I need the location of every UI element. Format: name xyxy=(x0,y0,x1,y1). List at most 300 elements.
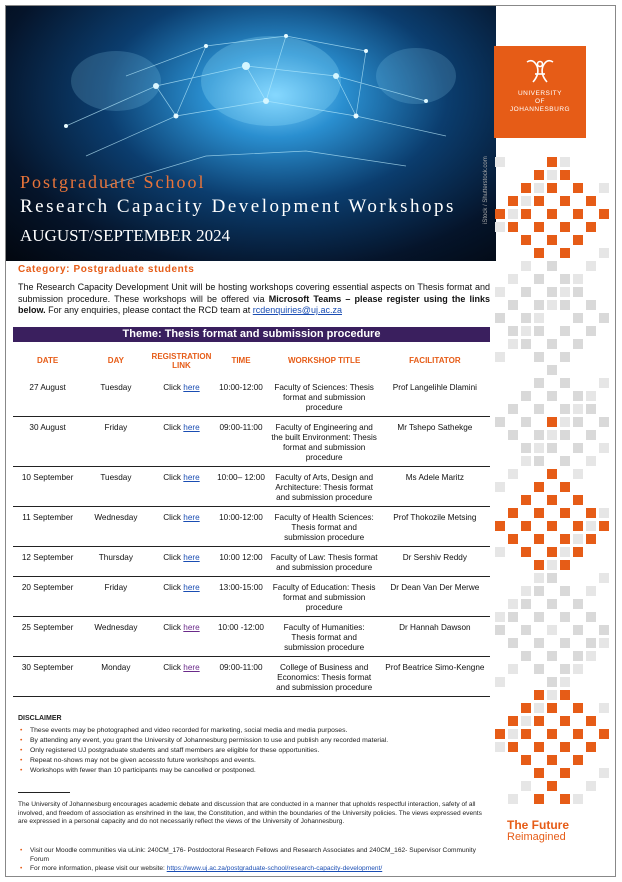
flyer-page xyxy=(5,5,616,877)
pattern-tile xyxy=(495,287,505,297)
pattern-tile xyxy=(560,300,570,310)
pattern-tile xyxy=(560,170,570,180)
click-word: Click xyxy=(163,553,182,562)
enquiries-email-link[interactable]: rcdenquiries@uj.ac.za xyxy=(252,305,342,315)
session-time: 10:00-12:00 xyxy=(213,507,268,547)
pattern-tile xyxy=(560,417,570,427)
pattern-tile xyxy=(534,586,544,596)
image-credit: iStock / Shutterstock.com xyxy=(483,156,489,224)
pattern-tile xyxy=(560,222,570,232)
pattern-tile xyxy=(560,638,570,648)
pattern-tile xyxy=(586,196,596,206)
click-word: Click xyxy=(163,383,182,392)
pattern-tile xyxy=(508,612,518,622)
session-day: Tuesday xyxy=(82,467,149,507)
pattern-tile xyxy=(521,521,531,531)
pattern-tile xyxy=(547,235,557,245)
pattern-tile xyxy=(495,417,505,427)
col-day: DAY xyxy=(107,356,124,365)
pattern-tile xyxy=(560,378,570,388)
pattern-tile xyxy=(534,690,544,700)
pattern-tile xyxy=(560,677,570,687)
col-time: TIME xyxy=(231,356,251,365)
pattern-tile xyxy=(547,495,557,505)
pattern-tile xyxy=(521,287,531,297)
pattern-tile xyxy=(547,703,557,713)
col-registration: REGISTRATION LINK xyxy=(151,351,212,370)
session-date: 10 September xyxy=(13,467,82,507)
pattern-tile xyxy=(495,157,505,167)
pattern-tile xyxy=(534,612,544,622)
pattern-tile xyxy=(521,313,531,323)
pattern-tile xyxy=(560,287,570,297)
pattern-tile xyxy=(547,599,557,609)
pattern-tile xyxy=(521,495,531,505)
registration-link[interactable]: here xyxy=(183,383,200,392)
session-registration xyxy=(150,417,214,467)
pattern-tile xyxy=(599,729,609,739)
pattern-tile xyxy=(534,794,544,804)
pattern-tile xyxy=(547,417,557,427)
pattern-tile xyxy=(495,352,505,362)
col-date: DATE xyxy=(37,356,59,365)
pattern-tile xyxy=(560,352,570,362)
pattern-tile xyxy=(508,326,518,336)
pattern-tile xyxy=(573,183,583,193)
workshop-schedule-table xyxy=(13,344,490,697)
logo-line-3: JOHANNESBURG xyxy=(509,106,571,113)
pattern-tile xyxy=(586,222,596,232)
pattern-tile xyxy=(573,469,583,479)
session-day: Tuesday xyxy=(82,377,149,417)
pattern-tile xyxy=(573,664,583,674)
category-label: Category: Postgraduate students xyxy=(18,264,195,275)
pattern-tile xyxy=(586,326,596,336)
pattern-tile xyxy=(586,586,596,596)
pattern-tile xyxy=(586,300,596,310)
registration-link[interactable]: here xyxy=(183,513,200,522)
pattern-tile xyxy=(508,508,518,518)
pattern-tile xyxy=(508,339,518,349)
pattern-tile xyxy=(560,196,570,206)
pattern-tile xyxy=(534,196,544,206)
pattern-tile xyxy=(599,638,609,648)
pattern-tile xyxy=(599,183,609,193)
pattern-tile xyxy=(599,313,609,323)
pattern-tile xyxy=(521,599,531,609)
logo-line-1: UNIVERSITY xyxy=(517,90,562,97)
pattern-tile xyxy=(521,183,531,193)
pattern-tile xyxy=(586,638,596,648)
academic-freedom-statement: The University of Johannesburg encourages academic debate and discussion that are conducted in a manner that upholds respectful interaction, safety of all involved, and freedom of association as enshrined in the law, the Constitution, and within the boundaries of the University policies. The views expressed events are expressed in a personal capacity and do not necessarily reflect the views of the University of Johannesburg. xyxy=(18,801,482,825)
registration-link[interactable]: here xyxy=(183,423,200,432)
session-date: 12 September xyxy=(13,547,82,577)
pattern-tile xyxy=(599,248,609,258)
pattern-tile xyxy=(599,768,609,778)
pattern-tile xyxy=(573,651,583,661)
pattern-tile xyxy=(508,404,518,414)
session-registration xyxy=(150,617,214,657)
pattern-tile xyxy=(508,794,518,804)
uj-logo xyxy=(494,46,586,138)
pattern-tile xyxy=(521,443,531,453)
disclaimer-item: • Repeat no-shows may not be given accessto future workshops and events. xyxy=(26,756,486,766)
session-time: 09:00-11:00 xyxy=(213,657,268,697)
pattern-tile xyxy=(560,742,570,752)
pattern-tile xyxy=(599,209,609,219)
session-date: 30 August xyxy=(13,417,82,467)
website-label: For more information, please visit our website: xyxy=(30,865,167,872)
session-registration xyxy=(150,577,214,617)
pattern-tile xyxy=(560,716,570,726)
pattern-tile xyxy=(560,768,570,778)
pattern-tile xyxy=(573,209,583,219)
pattern-tile xyxy=(573,534,583,544)
table-row xyxy=(13,577,490,617)
session-day: Monday xyxy=(82,657,149,697)
pattern-tile xyxy=(521,339,531,349)
session-title: Faculty of Sciences: Thesis format and submission procedure xyxy=(269,377,380,417)
pattern-tile xyxy=(586,430,596,440)
pattern-tile xyxy=(521,729,531,739)
intro-paragraph xyxy=(18,282,490,317)
pattern-tile xyxy=(573,443,583,453)
pattern-tile xyxy=(508,664,518,674)
session-facilitator: Dr Dean Van Der Merwe xyxy=(380,577,490,617)
pattern-tile xyxy=(599,521,609,531)
pattern-tile xyxy=(495,729,505,739)
tagline-line-1: The Future xyxy=(507,818,569,832)
disclaimer-heading: DISCLAIMER xyxy=(18,715,62,722)
session-time: 10:00 12:00 xyxy=(213,547,268,577)
pattern-tile xyxy=(495,209,505,219)
pattern-tile xyxy=(534,248,544,258)
pattern-tile xyxy=(534,742,544,752)
pattern-tile xyxy=(560,248,570,258)
session-registration xyxy=(150,657,214,697)
pattern-tile xyxy=(560,612,570,622)
session-day: Friday xyxy=(82,417,149,467)
pattern-tile xyxy=(547,547,557,557)
registration-link[interactable]: here xyxy=(183,663,200,672)
pattern-tile xyxy=(573,404,583,414)
pattern-tile xyxy=(521,781,531,791)
pattern-tile xyxy=(547,625,557,635)
pattern-tile xyxy=(560,482,570,492)
disclaimer-section xyxy=(18,714,486,776)
pattern-tile xyxy=(534,768,544,778)
session-day: Friday xyxy=(82,577,149,617)
pattern-tile xyxy=(599,378,609,388)
click-word: Click xyxy=(163,513,182,522)
website-link[interactable]: https://www.uj.ac.za/postgraduate-school/research-capacity-development/ xyxy=(166,865,383,872)
registration-link[interactable]: here xyxy=(183,553,200,562)
registration-link[interactable]: here xyxy=(183,583,200,592)
pattern-tile xyxy=(534,638,544,648)
table-row xyxy=(13,617,490,657)
col-facilitator: FACILITATOR xyxy=(409,356,461,365)
pattern-tile xyxy=(521,326,531,336)
pattern-tile xyxy=(534,274,544,284)
pattern-tile xyxy=(534,664,544,674)
pattern-tile xyxy=(534,378,544,388)
session-facilitator: Dr Sershiv Reddy xyxy=(380,547,490,577)
click-word: Click xyxy=(163,423,182,432)
session-date: 30 September xyxy=(13,657,82,697)
pattern-tile xyxy=(599,573,609,583)
pattern-tile xyxy=(534,456,544,466)
pattern-tile xyxy=(547,365,557,375)
pattern-tile xyxy=(521,755,531,765)
pattern-tile xyxy=(534,326,544,336)
pattern-tile xyxy=(586,391,596,401)
pattern-tile xyxy=(534,482,544,492)
pattern-tile xyxy=(560,404,570,414)
pattern-tile xyxy=(534,716,544,726)
session-title: Faculty of Engineering and the built Environment: Thesis format and submission procedure xyxy=(269,417,380,467)
pattern-tile xyxy=(547,391,557,401)
session-time: 13:00-15:00 xyxy=(213,577,268,617)
pattern-tile xyxy=(547,261,557,271)
pattern-tile xyxy=(547,469,557,479)
session-time: 10:00-12:00 xyxy=(213,377,268,417)
pattern-tile xyxy=(508,430,518,440)
pattern-tile xyxy=(534,183,544,193)
pattern-tile xyxy=(508,274,518,284)
intro-teams-note: Microsoft Teams – please register using the links below. xyxy=(18,293,490,315)
pattern-tile xyxy=(521,625,531,635)
pattern-tile xyxy=(521,716,531,726)
pattern-tile xyxy=(573,794,583,804)
session-facilitator: Prof Thokozile Metsing xyxy=(380,507,490,547)
pattern-tile xyxy=(586,508,596,518)
click-word: Click xyxy=(163,623,182,632)
pattern-tile xyxy=(547,443,557,453)
pattern-tile xyxy=(573,521,583,531)
pattern-tile xyxy=(508,742,518,752)
intro-text-1: The Research Capacity Development Unit will be hosting workshops covering essential aspects on Thesis format and submission procedure. These workshops will be offered via xyxy=(18,282,490,304)
pattern-tile xyxy=(547,560,557,570)
pattern-tile xyxy=(547,170,557,180)
pattern-tile xyxy=(586,261,596,271)
session-title: Faculty of Law: Thesis format and submission procedure xyxy=(269,547,380,577)
pattern-tile xyxy=(508,599,518,609)
pattern-tile xyxy=(560,157,570,167)
pattern-tile xyxy=(586,404,596,414)
pattern-tile xyxy=(573,339,583,349)
pattern-tile xyxy=(521,235,531,245)
session-date: 20 September xyxy=(13,577,82,617)
session-time: 09:00-11:00 xyxy=(213,417,268,467)
pattern-tile xyxy=(495,482,505,492)
table-row xyxy=(13,657,490,697)
pattern-tile xyxy=(534,352,544,362)
session-facilitator: Prof Langelihle Dlamini xyxy=(380,377,490,417)
pattern-tile xyxy=(547,183,557,193)
pattern-tile xyxy=(573,547,583,557)
pattern-tile xyxy=(495,313,505,323)
session-date: 11 September xyxy=(13,507,82,547)
pattern-tile xyxy=(508,716,518,726)
pattern-tile xyxy=(547,729,557,739)
pattern-tile xyxy=(495,222,505,232)
pattern-tile xyxy=(521,261,531,271)
hero-banner xyxy=(6,6,496,261)
pattern-tile xyxy=(521,209,531,219)
pattern-tile xyxy=(573,274,583,284)
pattern-tile xyxy=(508,729,518,739)
pattern-tile xyxy=(521,586,531,596)
pattern-tile xyxy=(547,209,557,219)
pattern-tile xyxy=(586,716,596,726)
logo-line-2: OF xyxy=(534,98,546,105)
pattern-tile xyxy=(560,560,570,570)
pattern-tile xyxy=(521,651,531,661)
pattern-tile xyxy=(586,651,596,661)
pattern-tile xyxy=(560,326,570,336)
pattern-tile xyxy=(573,417,583,427)
pattern-tile xyxy=(534,313,544,323)
pattern-tile xyxy=(573,755,583,765)
pattern-tile xyxy=(586,612,596,622)
tagline-line-2: Reimagined xyxy=(507,831,566,843)
pattern-tile xyxy=(547,430,557,440)
session-day: Thursday xyxy=(82,547,149,577)
decorative-pattern xyxy=(494,156,612,806)
pattern-tile xyxy=(573,313,583,323)
pattern-tile xyxy=(586,781,596,791)
session-title: Faculty of Education: Thesis format and submission procedure xyxy=(269,577,380,617)
uj-emblem-icon xyxy=(523,56,557,86)
moodle-note: • Visit our Moodle communities via uLink: 240CM_176- Postdoctoral Research Fellows and Research Associates and 240CM_162- Supervisor Community Forum xyxy=(26,846,488,864)
pattern-tile xyxy=(573,599,583,609)
pattern-tile xyxy=(495,677,505,687)
click-word: Click xyxy=(163,583,182,592)
pattern-tile xyxy=(534,300,544,310)
pattern-tile xyxy=(508,534,518,544)
pattern-tile xyxy=(508,209,518,219)
pattern-tile xyxy=(560,586,570,596)
click-word: Click xyxy=(163,663,182,672)
session-registration xyxy=(150,547,214,577)
session-day: Wednesday xyxy=(82,507,149,547)
pattern-tile xyxy=(521,547,531,557)
session-date: 27 August xyxy=(13,377,82,417)
pattern-tile xyxy=(521,417,531,427)
pattern-tile xyxy=(521,391,531,401)
pattern-tile xyxy=(560,547,570,557)
pattern-tile xyxy=(573,729,583,739)
pattern-tile xyxy=(534,443,544,453)
pattern-tile xyxy=(547,781,557,791)
pattern-tile xyxy=(573,287,583,297)
pattern-tile xyxy=(534,508,544,518)
disclaimer-item: • Only registered UJ postgraduate students and staff members are eligible for these opportunities. xyxy=(26,746,486,756)
pattern-tile xyxy=(547,573,557,583)
pattern-tile xyxy=(495,742,505,752)
table-row xyxy=(13,547,490,577)
pattern-tile xyxy=(508,638,518,648)
registration-link[interactable]: here xyxy=(183,473,200,482)
pattern-tile xyxy=(560,274,570,284)
pattern-tile xyxy=(560,508,570,518)
session-date: 25 September xyxy=(13,617,82,657)
pattern-tile xyxy=(547,690,557,700)
more-info-section xyxy=(18,846,488,873)
pattern-tile xyxy=(521,703,531,713)
pattern-tile xyxy=(547,755,557,765)
pattern-tile xyxy=(560,534,570,544)
website-note xyxy=(26,864,488,873)
pattern-tile xyxy=(586,456,596,466)
session-registration xyxy=(150,377,214,417)
pattern-tile xyxy=(547,300,557,310)
pattern-tile xyxy=(560,690,570,700)
pattern-tile xyxy=(547,287,557,297)
table-row xyxy=(13,507,490,547)
session-time: 10:00– 12:00 xyxy=(213,467,268,507)
disclaimer-item: • These events may be photographed and video recorded for marketing, social media and media purposes. xyxy=(26,726,486,736)
pattern-tile xyxy=(547,651,557,661)
pattern-tile xyxy=(599,703,609,713)
intro-text-2: For any enquiries, please contact the RCD team at xyxy=(45,305,253,315)
registration-link[interactable]: here xyxy=(183,623,200,632)
pattern-tile xyxy=(547,677,557,687)
disclaimer-item: • By attending any event, you grant the University of Johannesburg permission to use and publish any recorded material. xyxy=(26,736,486,746)
session-facilitator: Ms Adele Maritz xyxy=(380,467,490,507)
pattern-tile xyxy=(599,443,609,453)
disclaimer-item: • Workshops with fewer than 10 participants may be cancelled or postponed. xyxy=(26,766,486,776)
pattern-tile xyxy=(534,534,544,544)
pattern-tile xyxy=(508,196,518,206)
table-row xyxy=(13,467,490,507)
pattern-tile xyxy=(508,469,518,479)
session-facilitator: Mr Tshepo Sathekge xyxy=(380,417,490,467)
theme-banner: Theme: Thesis format and submission procedure xyxy=(13,327,490,342)
brain-network-illustration xyxy=(6,6,496,261)
pattern-tile xyxy=(599,417,609,427)
table-row xyxy=(13,417,490,467)
col-workshop-title: WORKSHOP TITLE xyxy=(287,356,361,365)
pattern-tile xyxy=(560,794,570,804)
pattern-tile xyxy=(573,235,583,245)
pattern-tile xyxy=(508,300,518,310)
school-name: Postgraduate School xyxy=(20,172,206,192)
pattern-tile xyxy=(508,222,518,232)
pattern-tile xyxy=(573,391,583,401)
pattern-tile xyxy=(495,612,505,622)
pattern-tile xyxy=(534,573,544,583)
pattern-tile xyxy=(534,703,544,713)
pattern-tile xyxy=(534,222,544,232)
pattern-tile xyxy=(560,664,570,674)
session-title: Faculty of Health Sciences: Thesis format and submission procedure xyxy=(269,507,380,547)
pattern-tile xyxy=(560,430,570,440)
event-date: AUGUST/SEPTEMBER 2024 xyxy=(20,226,231,245)
pattern-tile xyxy=(495,625,505,635)
pattern-tile xyxy=(495,547,505,557)
pattern-tile xyxy=(534,404,544,414)
session-title: Faculty of Arts, Design and Architecture: Thesis format and submission procedure xyxy=(269,467,380,507)
pattern-tile xyxy=(599,508,609,518)
pattern-tile xyxy=(534,430,544,440)
table-row xyxy=(13,377,490,417)
table-header-row xyxy=(13,344,490,377)
pattern-tile xyxy=(599,625,609,635)
pattern-tile xyxy=(521,196,531,206)
pattern-tile xyxy=(547,521,557,531)
session-day: Wednesday xyxy=(82,617,149,657)
